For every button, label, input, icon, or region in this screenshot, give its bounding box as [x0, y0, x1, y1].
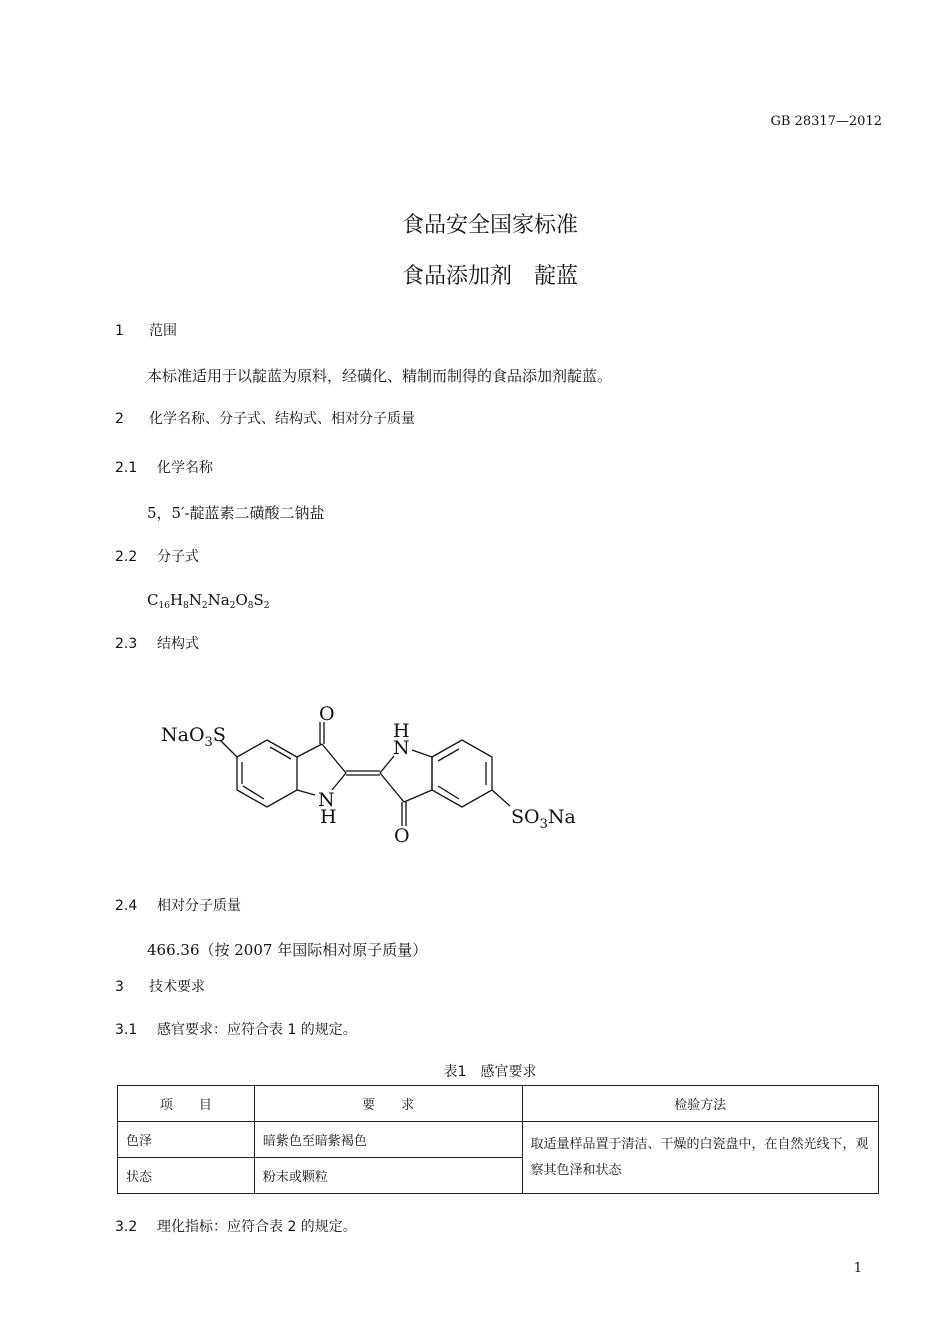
- molecular-formula: $C_{16}H_8N_2Na_2O_8S_2$: [147, 591, 270, 611]
- document-subtitle: 食品添加剂 靛蓝: [401, 264, 578, 289]
- left-nh-nitrogen: N: [318, 789, 335, 811]
- section-title: 感官要求：应符合表 1 的规定。: [157, 1022, 357, 1038]
- section-number: 2.3: [115, 636, 138, 652]
- section-title: 范围: [149, 323, 177, 339]
- table-header-cell: 要 求: [254, 1086, 522, 1122]
- section-title: 理化指标：应符合表 2 的规定。: [157, 1219, 357, 1235]
- section-title: 技术要求: [149, 979, 205, 995]
- left-carbonyl-oxygen: O: [319, 703, 335, 725]
- table-cell-item: 状态: [118, 1158, 255, 1194]
- right-sulfonate-label: $SO_3Na$: [511, 806, 576, 832]
- section-title: 相对分子质量: [157, 898, 241, 914]
- section-title: 化学名称、分子式、结构式、相对分子质量: [149, 411, 415, 427]
- section-number: 2: [115, 411, 124, 427]
- section-number: 3.1: [115, 1022, 138, 1038]
- section-title: 结构式: [157, 636, 199, 652]
- sensory-requirements-table: [117, 1085, 879, 1194]
- section-number: 2.4: [115, 898, 138, 914]
- section-number: 3.2: [115, 1219, 138, 1235]
- table-cell-requirement: 粉末或颗粒: [254, 1158, 522, 1194]
- table-row: [118, 1122, 879, 1158]
- table-cell-requirement: 暗紫色至暗紫褐色: [254, 1122, 522, 1158]
- section-number: 1: [115, 323, 124, 339]
- table-header-cell: 项 目: [118, 1086, 255, 1122]
- standard-code: GB 28317—2012: [770, 114, 882, 129]
- right-carbonyl-oxygen: O: [394, 825, 410, 847]
- section-number: 2.2: [115, 549, 138, 565]
- section-number: 2.1: [115, 460, 138, 476]
- section-number: 3: [115, 979, 124, 995]
- table-caption: 表1 感官要求: [443, 1064, 537, 1080]
- section-2-4-heading: [115, 895, 241, 915]
- right-nh-hydrogen: H: [393, 720, 410, 742]
- section-1-text: 本标准适用于以靛蓝为原料，经磺化、精制而制得的食品添加剂靛蓝。: [147, 367, 613, 385]
- section-3-2-heading: [115, 1216, 357, 1236]
- document-title: 食品安全国家标准: [401, 213, 578, 238]
- table-cell-item: 色泽: [118, 1122, 255, 1158]
- left-nh-hydrogen: H: [320, 806, 337, 828]
- molecule-bonds: [220, 722, 510, 826]
- chemical-name: 5，5′-靛蓝素二磺酸二钠盐: [147, 504, 325, 522]
- table-header-row: [118, 1086, 879, 1122]
- table-header-cell: 检验方法: [522, 1086, 879, 1122]
- section-3-heading: [115, 976, 205, 996]
- table-cell-method: 取适量样品置于清洁、干燥的白瓷盘中，在自然光线下，观察其色泽和状态: [522, 1122, 879, 1194]
- right-nh-nitrogen: N: [393, 737, 410, 759]
- section-3-1-heading: [115, 1019, 357, 1039]
- molecular-mass: 466.36（按 2007 年国际相对原子质量）: [147, 941, 428, 959]
- page-number: 1: [853, 1261, 862, 1276]
- left-sulfonate-label: NaO$_3$S: [161, 724, 226, 750]
- section-title: 分子式: [157, 549, 199, 565]
- section-title: 化学名称: [157, 460, 213, 476]
